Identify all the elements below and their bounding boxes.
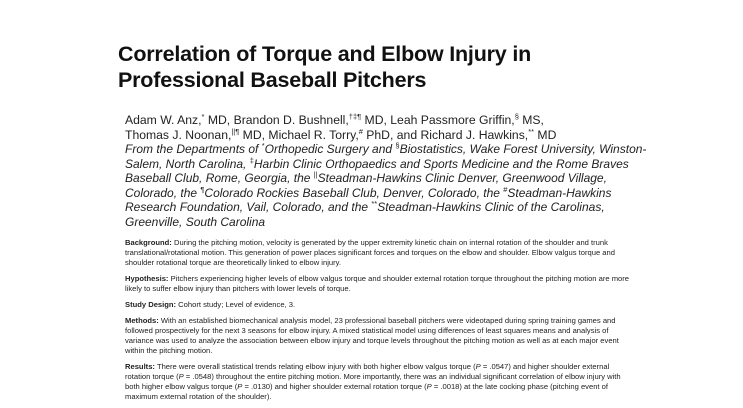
abstract-text: = .0130) and higher shoulder external rotation torque ( <box>242 382 427 391</box>
author-affiliation-mark: †‡¶ <box>348 112 362 121</box>
affiliation-text: Harbin Clinic Orthopaedics and Sports Medicine and the Rome Braves Baseball Club, Rome, Georgia, the <box>125 156 629 186</box>
affiliation-mark: ** <box>371 199 378 209</box>
author-name: Richard J. Hawkins, <box>420 127 529 142</box>
author-affiliation-mark: ** <box>528 126 535 136</box>
abstract-section <box>125 316 635 356</box>
author-line-2 <box>125 128 645 143</box>
affiliation-text: Colorado Rockies Baseball Club, Denver, Colorado, the <box>204 185 504 200</box>
affiliation-text: Biostatistics, Wake Forest University, Winston-Salem, North Carolina, <box>125 142 647 171</box>
author-degree: MS, <box>518 113 544 127</box>
author-affiliation-mark: * <box>201 112 205 121</box>
author-affiliation-mark: # <box>358 126 363 136</box>
affiliation-text: Steadman-Hawkins Clinic of the Carolinas, Greenville, South Carolina <box>125 200 605 229</box>
affiliation-mark: || <box>313 170 318 180</box>
affiliation-text: Steadman-Hawkins Clinic Denver, Greenwood Village, Colorado, the <box>125 171 607 200</box>
author-name: Michael R. Torry, <box>268 127 359 142</box>
abstract-section-label: Methods: <box>125 316 159 325</box>
abstract-section <box>125 274 635 294</box>
affiliation-mark: § <box>395 141 400 150</box>
abstract-section <box>125 300 635 310</box>
abstract-section-label: Results: <box>125 362 155 371</box>
author-name: Brandon D. Bushnell, <box>233 113 349 127</box>
author-name: Leah Passmore Griffin, <box>390 113 515 127</box>
author-name: Thomas J. Noonan, <box>125 127 232 142</box>
abstract-text: = .0547) and higher shoulder external rotation torque ( <box>125 362 610 381</box>
affiliations <box>125 142 655 230</box>
abstract-text: With an established biomechanical analysis model, 23 professional baseball pitchers were videotaped during spring training games and followed prospectively for the next 3 seasons for elbow injury. A mixed statistical model using differences of least squares means and analysis of variance was used to analyze the association between elbow injury and torque levels throughout the pitching motion as well as at each major event within the pitching motion. <box>125 316 619 355</box>
abstract-section-label: Background: <box>125 238 172 247</box>
abstract-text: Cohort study; Level of evidence, 3. <box>176 300 296 309</box>
affiliation-text: From the Departments of <box>125 142 262 156</box>
abstract-section <box>125 238 635 268</box>
author-list <box>125 113 645 142</box>
abstract-text: There were overall statistical trends relating elbow injury with both higher elbow valgus torque ( <box>154 362 476 371</box>
abstract-section-label: Hypothesis: <box>125 274 169 283</box>
affiliation-mark: * <box>261 141 265 150</box>
author-affiliation-mark: ||¶ <box>231 126 240 136</box>
p-value-symbol: P <box>178 372 184 381</box>
abstract-section-label: Study Design: <box>125 300 177 309</box>
p-value-symbol: P <box>475 362 481 371</box>
affiliation-mark: ‡ <box>249 155 254 165</box>
author-affiliation-mark: § <box>514 112 519 121</box>
abstract-text: = .0548) throughout the entire pitching motion. More importantly, there was an individual significant correlation of elbow injury with both higher elbow valgus torque ( <box>125 372 621 391</box>
affiliation-mark: ¶ <box>200 184 205 194</box>
affiliation-mark: # <box>503 184 508 194</box>
paper-title: Correlation of Torque and Elbow Injury in Professional Baseball Pitchers <box>118 42 532 92</box>
p-value-symbol: P <box>426 382 432 391</box>
p-value-symbol: P <box>237 382 243 391</box>
author-degree: MD, <box>361 113 391 127</box>
author-line-1 <box>125 113 645 128</box>
author-degree: MD, <box>239 127 269 142</box>
abstract-text: Pitchers experiencing higher levels of elbow valgus torque and shoulder external rotation torque throughout the pitching motion are more likely to suffer elbow injury than pitchers with lower levels of torque. <box>125 274 630 293</box>
abstract-text: = .0018) at the late cocking phase (pitching event of maximum external rotation of the shoulder). <box>125 382 608 401</box>
abstract <box>125 238 635 408</box>
author-degree: PhD, and <box>362 127 421 142</box>
author-degree: MD, <box>204 113 234 127</box>
abstract-text: During the pitching motion, velocity is generated by the upper extremity kinetic chain on internal rotation of the shoulder and trunk translational/rotational motion. This generation of power places significant forces and torques on the elbow and shoulder. Elbow valgus torque and shoulder rotational torque are theoretically linked to elbow injury. <box>125 238 615 267</box>
author-name: Adam W. Anz, <box>125 113 202 127</box>
abstract-section <box>125 362 635 402</box>
author-degree: MD <box>534 127 557 142</box>
affiliation-text: Orthopedic Surgery and <box>264 142 396 156</box>
affiliation-text: Steadman-Hawkins Research Foundation, Vail, Colorado, and the <box>125 185 612 215</box>
